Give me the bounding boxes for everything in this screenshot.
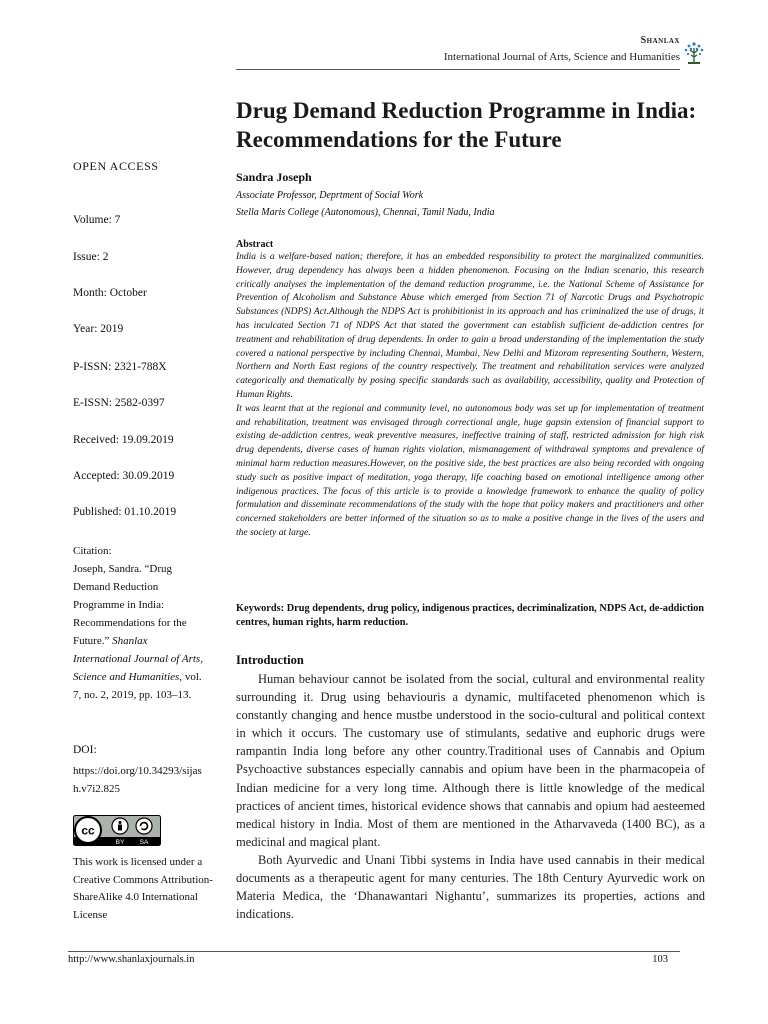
citation-details: vol. 7, no. 2, 2019, pp. 103–13. (73, 671, 202, 701)
doi-link[interactable]: https://doi.org/10.34293/sijash.v7i2.825 (73, 765, 202, 795)
keywords: Keywords: Drug dependents, drug policy, indigenous practices, decriminalization, NDPS Act, de-addiction centres, human rights, harm reduction. (236, 603, 704, 628)
author-affiliation-role: Associate Professor, Deprtment of Social Work (236, 190, 424, 201)
introduction-paragraph: Both Ayurvedic and Unani Tibbi systems in India have used cannabis in their medical documents as a therapeutic agent for many centuries. The 18th Century Ayurvedic work on Materia Medica, the ‘Dhanawantari Nighantu’, summarizes its properties, actions and indications. (236, 852, 705, 922)
author-affiliation-institution: Stella Maris College (Autonomous), Chennai, Tamil Nadu, India (236, 207, 495, 218)
accepted-date: Accepted: 30.09.2019 (73, 470, 175, 482)
published-date: Published: 01.10.2019 (73, 506, 177, 518)
e-issn: E-ISSN: 2582-0397 (73, 397, 165, 409)
journal-name: International Journal of Arts, Science and Humanities (443, 51, 680, 63)
citation-label: Citation: (73, 545, 112, 557)
publisher-brand: Shanlax (640, 35, 680, 46)
abstract-body (236, 251, 704, 541)
introduction-paragraph: Human behaviour cannot be isolated from the social, cultural and environmental reality surrounding it. Drug using behaviouris a dynamic, multifaceted phenomenon which is constantly changing and hence mustbe understood in the socio-cultural and political context in which it occurs. The customary use of stimulants, sedative and euphoric drugs were rampantin India long before any other country.Traditional uses of Cannabis and Opium Psychoactive substances especially cannabis and opium have been in the pharmacopeia of Indian medicine for a very long time. Although there is little knowledge of the medical practices of ancient times, historical evidence shows that cannabis and opium had aesteemed medical history in India. Most of them are mentioned in the Atharvaveda (1400 BC), as a medicinal and magical plant. (236, 672, 705, 849)
svg-text:cc: cc (81, 823, 95, 838)
citation-text: Joseph, Sandra. “Drug Demand Reduction Programme in India: Recommendations for the Future.” (73, 563, 187, 647)
issue: Issue: 2 (73, 251, 109, 263)
cc-by-sa-badge-icon[interactable] (73, 815, 161, 846)
doi-label: DOI: (73, 744, 97, 756)
footer-url-link[interactable]: http://www.shanlaxjournals.in (68, 954, 195, 965)
introduction-body (236, 670, 705, 923)
month: Month: October (73, 287, 147, 299)
abstract-heading: Abstract (236, 239, 274, 250)
citation-journal: Shanlax International Journal of Arts, Science and Humanities, (73, 635, 203, 683)
svg-text:BY: BY (115, 839, 125, 846)
year: Year: 2019 (73, 323, 124, 335)
article-title: Drug Demand Reduction Programme in India: Recommendations for the Future (236, 98, 697, 152)
open-access-label: OPEN ACCESS (73, 159, 159, 173)
license-text: This work is licensed under a Creative Commons Attribution-ShareAlike 4.0 International License (73, 856, 213, 921)
volume: Volume: 7 (73, 214, 121, 226)
svg-text:SA: SA (139, 839, 149, 846)
tree-figure-icon (683, 40, 705, 66)
abstract-paragraph: It was learnt that at the regional and community level, no autonomous body was set up for implementation of treatment and rehabilitation, treatment was envisaged through correctional angle, huge gapsin extension of financial support to existing de-addiction centres, weak preventive measures, ineffective training of staff, restricted admission for high risk drug dependents, diverse cases of human rights violation, mismanagement of withdrawal symptoms and prevalence of minimal harm reduction measures.However, on the positive side, the best practices are also being recorded with ongoing study such as positive impact of meditation, yoga therapy, life coaching based on emotional intelligence among other indigenous practices. The focus of this article is to provide a knowledge framework to enhance the quality of policy formulation and disseminate recommendations of the study with the hope that policy makers and practitioners and other concerned stakeholders are better informed of the situation so as to make a positive change in the lives of the users and the society at large. (236, 403, 704, 538)
footer-rule (68, 951, 680, 952)
author-name: Sandra Joseph (236, 170, 312, 184)
received-date: Received: 19.09.2019 (73, 434, 174, 446)
abstract-paragraph: India is a welfare-based nation; therefore, it has an embedded responsibility to protect the marginalized communities. However, drug dependency has always been a hidden phenomenon. Focusing on the Indian scenario, this research critically analyses the implementation of the demand reduction programme, i.e. the National Scheme of Assistance for Prevention of Alcoholism and Substance Abuse which emerged from Section 71 of Narcotic Drugs and Psychotropic Substances (NDPS) Act.Although the NDPS Act is prohibitionist in its approach and has criminalized the use of drugs, it has inculcated Section 71 of NDPS Act that stated the government can establish sufficient de-addiction centres for treatment and rehabilitation of drug dependents. In order to gain a broad understanding of the implementation the study covered a national perspective by including Chennai, Mumbai, New Delhi and Mizoram representing Southern, Western, Northern and North East regions of the country respectively. The treatment and rehabilitation services were analyzed categorically and thematically by posing specific standards such as availability, accessibility, quality and Protection of Human Rights. (236, 252, 704, 400)
header-rule (236, 69, 680, 70)
p-issn: P-ISSN: 2321-788X (73, 361, 167, 373)
introduction-heading: Introduction (236, 653, 304, 667)
page-number: 103 (652, 954, 668, 965)
citation (73, 542, 203, 704)
